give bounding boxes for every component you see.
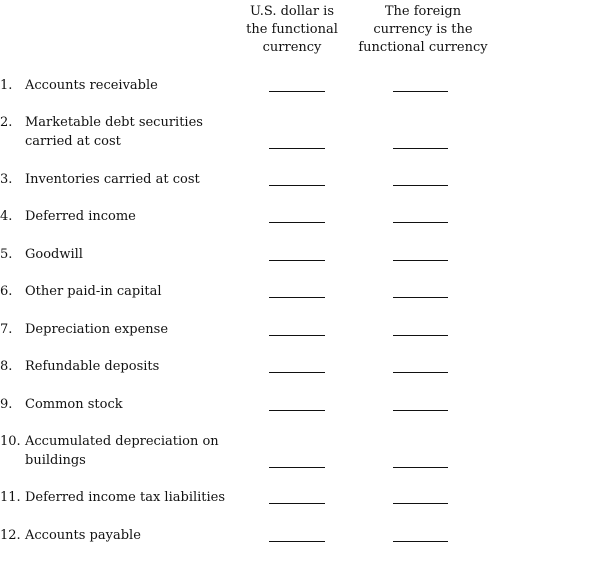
item-number: 10.	[0, 434, 21, 449]
answer-blank-usd[interactable]	[269, 297, 325, 298]
column-header-foreign-line: currency is the	[373, 22, 473, 37]
item-label	[25, 76, 158, 95]
answer-blank-foreign[interactable]	[393, 372, 448, 373]
item-label	[25, 245, 83, 264]
item-number: 12.	[0, 528, 21, 543]
answer-blank-usd[interactable]	[269, 148, 325, 149]
answer-blank-foreign[interactable]	[393, 503, 448, 504]
item-number: 5.	[0, 247, 13, 262]
item-label-line: Common stock	[25, 397, 123, 412]
item-label-line: Accounts payable	[25, 528, 141, 543]
item-number: 8.	[0, 359, 13, 374]
item-label-line: Accounts receivable	[25, 78, 158, 93]
item-label	[25, 432, 219, 470]
item-label-line: carried at cost	[25, 134, 121, 149]
item-number: 1.	[0, 78, 13, 93]
item-label-line: Deferred income tax liabilities	[25, 490, 226, 505]
item-number: 7.	[0, 322, 13, 337]
column-header-usd-line: currency	[262, 40, 322, 55]
item-number: 9.	[0, 397, 13, 412]
answer-blank-usd[interactable]	[269, 260, 325, 261]
item-label-line: Marketable debt securities	[25, 115, 203, 130]
item-label	[25, 320, 168, 339]
item-number: 4.	[0, 209, 13, 224]
answer-blank-foreign[interactable]	[393, 297, 448, 298]
item-number: 2.	[0, 115, 13, 130]
item-label-line: buildings	[25, 453, 86, 468]
item-label-line: Inventories carried at cost	[25, 172, 200, 187]
answer-blank-usd[interactable]	[269, 503, 325, 504]
item-label	[25, 113, 203, 151]
answer-blank-foreign[interactable]	[393, 541, 448, 542]
item-label-line: Depreciation expense	[25, 322, 169, 337]
item-label-line: Accumulated depreciation on	[25, 434, 219, 449]
answer-blank-usd[interactable]	[269, 222, 325, 223]
column-header-foreign	[356, 3, 490, 57]
column-header-foreign-line: The foreign	[384, 4, 462, 19]
column-header-usd-line: U.S. dollar is	[250, 4, 334, 19]
answer-blank-foreign[interactable]	[393, 467, 448, 468]
answer-blank-foreign[interactable]	[393, 185, 448, 186]
answer-blank-usd[interactable]	[269, 541, 325, 542]
item-label	[25, 207, 136, 226]
answer-blank-usd[interactable]	[269, 410, 325, 411]
answer-blank-usd[interactable]	[269, 372, 325, 373]
item-number: 3.	[0, 172, 13, 187]
item-label-line: Goodwill	[25, 247, 83, 262]
item-label	[25, 488, 225, 507]
item-label	[25, 526, 141, 545]
item-label-line: Deferred income	[25, 209, 136, 224]
column-header-usd	[236, 3, 348, 57]
item-label	[25, 395, 123, 414]
answer-blank-foreign[interactable]	[393, 91, 448, 92]
answer-blank-foreign[interactable]	[393, 260, 448, 261]
answer-blank-foreign[interactable]	[393, 222, 448, 223]
answer-blank-usd[interactable]	[269, 91, 325, 92]
item-label	[25, 357, 159, 376]
item-label-line: Refundable deposits	[25, 359, 160, 374]
answer-blank-foreign[interactable]	[393, 335, 448, 336]
column-header-foreign-line: functional currency	[358, 40, 488, 55]
answer-blank-usd[interactable]	[269, 467, 325, 468]
column-header-usd-line: the functional	[246, 22, 338, 37]
item-number: 11.	[0, 490, 21, 505]
item-label	[25, 282, 162, 301]
answer-blank-usd[interactable]	[269, 335, 325, 336]
item-label-line: Other paid-in capital	[25, 284, 162, 299]
item-number: 6.	[0, 284, 13, 299]
item-label	[25, 170, 200, 189]
answer-blank-usd[interactable]	[269, 185, 325, 186]
answer-blank-foreign[interactable]	[393, 148, 448, 149]
answer-blank-foreign[interactable]	[393, 410, 448, 411]
